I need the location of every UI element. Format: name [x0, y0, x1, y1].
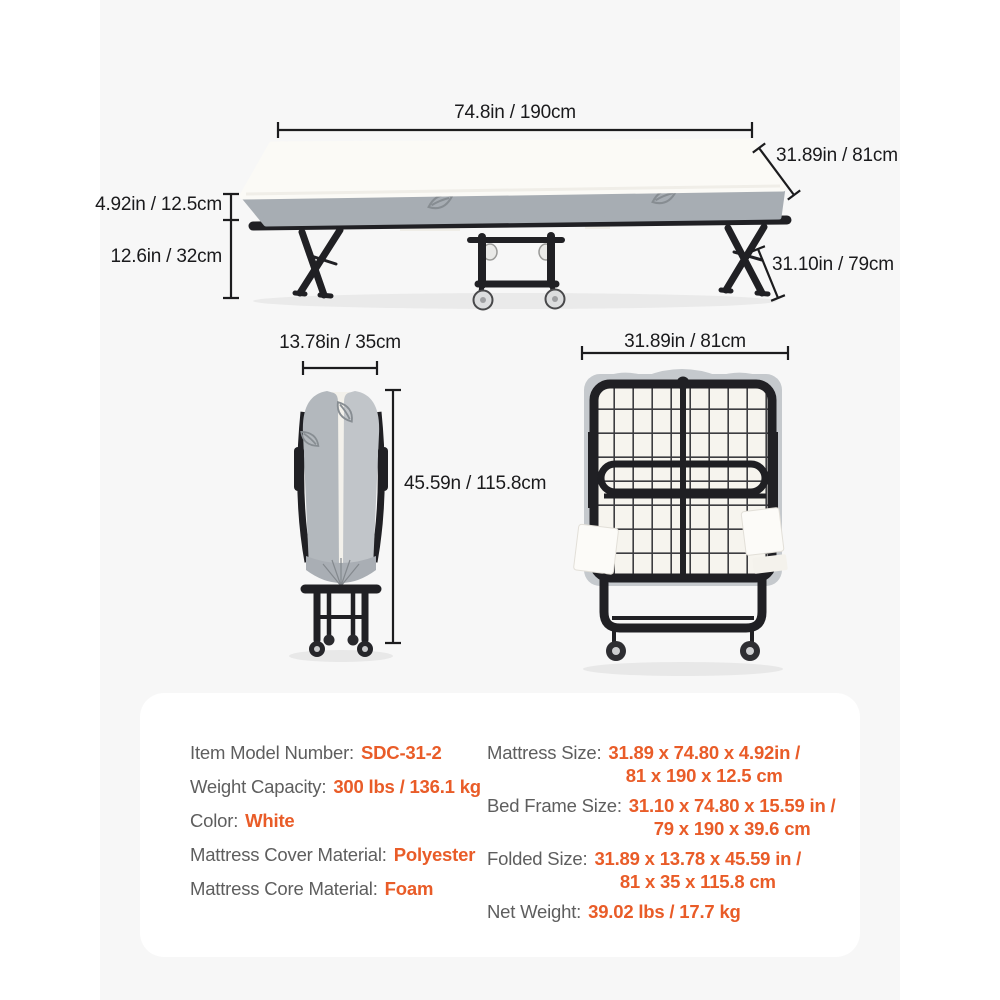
spec-row-bed-frame-size: [487, 794, 836, 840]
fold-hinge: [294, 447, 304, 491]
folded-side-leg-frame: [305, 589, 377, 640]
fabric-strap: [573, 524, 618, 575]
spec-value-line1: 31.89 x 74.80 x 4.92in /: [608, 742, 801, 763]
dim-line-heights: [223, 194, 239, 298]
left-folding-legs: [295, 230, 340, 296]
right-folding-legs: [721, 227, 768, 294]
folded-bed-front-illustration: [573, 369, 787, 676]
spec-label: Item Model Number:: [190, 742, 354, 763]
dim-label-folded-width: 13.78in / 35cm: [279, 332, 401, 353]
dim-label-frame-height: 12.6in / 32cm: [110, 246, 222, 267]
caster-wheel: [348, 635, 359, 646]
spec-row-model-number: [190, 741, 482, 764]
spec-label: Mattress Size:: [487, 742, 602, 763]
dim-label-folded-front-width: 31.89in / 81cm: [624, 331, 746, 352]
spec-label: Net Weight:: [487, 901, 582, 922]
folded-side-shadow: [289, 650, 393, 662]
spec-row-net-weight: [487, 900, 836, 923]
dim-line-folded-width: [303, 361, 377, 375]
fold-hinge: [378, 447, 388, 491]
spec-value-line2: 79 x 190 x 39.6 cm: [653, 818, 811, 839]
fabric-strap: [741, 507, 784, 555]
dim-label-unfolded-depth: 31.89in / 81cm: [776, 145, 898, 166]
unfolded-bed-illustration: [243, 142, 787, 310]
dim-label-folded-height: 45.59n / 115.8cm: [404, 473, 547, 494]
spec-value: [594, 847, 801, 893]
spec-value: Foam: [384, 878, 434, 899]
spec-value: [608, 741, 800, 787]
spec-label: Bed Frame Size:: [487, 795, 622, 816]
spec-value: Polyester: [393, 844, 476, 865]
spec-value-line1: 31.89 x 13.78 x 45.59 in /: [594, 848, 802, 869]
spec-value-line1: 39.02 lbs / 17.7 kg: [588, 901, 741, 922]
spec-value-line1: 31.10 x 74.80 x 15.59 in /: [628, 795, 836, 816]
spec-value: [629, 794, 836, 840]
spec-value: [588, 900, 741, 923]
folded-mattress-left-half: [303, 391, 339, 568]
spec-label: Mattress Cover Material:: [190, 844, 387, 865]
spec-value-line2: 81 x 190 x 12.5 cm: [625, 765, 783, 786]
dim-line-folded-height: [385, 390, 401, 643]
spec-column-left: [190, 741, 482, 911]
spec-row-color: [190, 809, 482, 832]
dim-label-unfolded-width: 74.8in / 190cm: [454, 102, 576, 123]
dim-label-mattress-height: 4.92in / 12.5cm: [95, 194, 222, 215]
dim-label-bed-frame-depth: 31.10in / 79cm: [772, 254, 894, 275]
spec-value-line2: 81 x 35 x 115.8 cm: [619, 871, 776, 892]
spec-column-right: [487, 741, 836, 930]
folded-bed-side-illustration: [289, 391, 393, 662]
spec-label: Folded Size:: [487, 848, 588, 869]
spec-row-weight-capacity: [190, 775, 482, 798]
spec-label: Weight Capacity:: [190, 776, 327, 797]
spec-label: Color:: [190, 810, 239, 831]
spec-value: SDC-31-2: [360, 742, 442, 763]
spec-row-cover-material: [190, 843, 482, 866]
spec-row-mattress-size: [487, 741, 836, 787]
spec-value: White: [245, 810, 295, 831]
folded-front-shadow: [583, 662, 783, 676]
spec-label: Mattress Core Material:: [190, 878, 378, 899]
spec-row-folded-size: [487, 847, 836, 893]
spec-row-core-material: [190, 877, 482, 900]
spec-value: 300 lbs / 136.1 kg: [333, 776, 481, 797]
caster-wheel: [324, 635, 335, 646]
spec-panel: [140, 693, 860, 957]
